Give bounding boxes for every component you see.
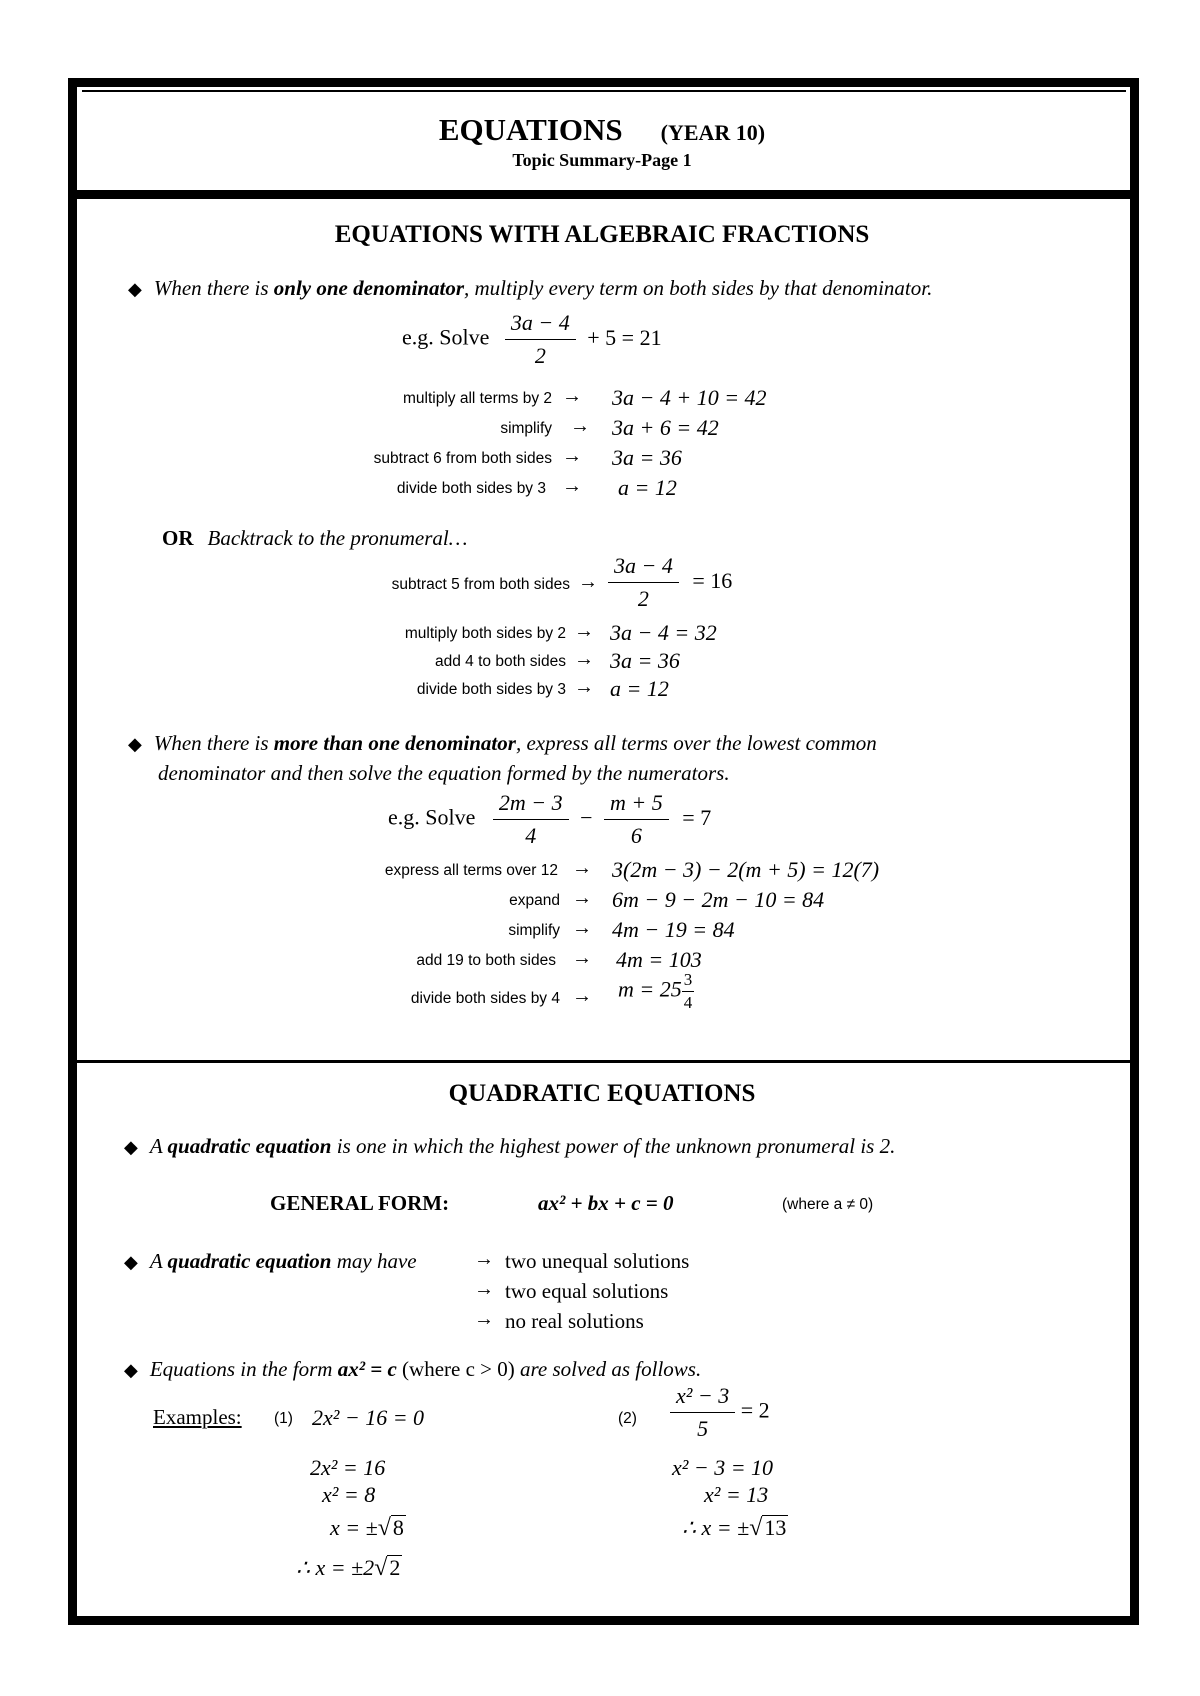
radicand: 8 [392,1515,404,1540]
general-form-label: GENERAL FORM: [270,1191,450,1215]
ex2-line3 [682,1515,788,1542]
diamond-bullet-icon: ◆ [124,1252,138,1272]
right-arrow-icon: → [562,445,582,467]
square-root-icon: √ [377,1515,391,1541]
bullet-text-pre: Equations in the form [149,1357,338,1381]
or-step1-math [608,553,732,612]
bullet-quadratic-definition [124,1134,895,1159]
right-arrow-icon: → [474,1278,494,1300]
fraction-denominator: 4 [493,819,569,849]
ex2-line3-text: ∴ x = ± [682,1515,750,1540]
title-text: EQUATIONS [438,112,623,147]
right-arrow-icon: → [570,415,590,437]
fraction-numerator: x² − 3 [676,1383,730,1408]
or-step1-fraction [608,553,679,612]
solution-case-2: two equal solutions [505,1279,669,1303]
or-step4-math: a = 12 [610,676,669,701]
example-1-number: (1) [274,1410,293,1427]
ex1-step2-math: 3a + 6 = 42 [612,415,719,440]
ex1-line3-text: x = ± [330,1515,378,1540]
or-step3-label: add 4 to both sides [435,653,566,670]
section-heading-fractions: EQUATIONS WITH ALGEBRAIC FRACTIONS [334,221,870,248]
fraction-denominator: 2 [505,339,576,369]
ex2-step3-math: 4m − 19 = 84 [612,917,735,942]
radicand: 2 [389,1555,401,1580]
right-arrow-icon: → [572,917,592,939]
ex1-line3 [330,1515,406,1542]
ex2-step2-label: expand [509,892,560,909]
radicand: 13 [764,1515,787,1540]
right-arrow-icon: → [562,475,582,497]
diamond-bullet-icon: ◆ [124,1360,138,1380]
example2-operator: − [580,804,593,830]
example-2-fraction [670,1383,735,1442]
example1-equation [402,310,662,369]
ex2-line2: x² = 13 [704,1482,769,1507]
bullet-text-post: , multiply every term on both sides by that denominator. [464,276,933,300]
bullet-text-post: , express all terms over the lowest common [515,731,877,755]
ex2-step2-math: 6m − 9 − 2m − 10 = 84 [612,887,825,912]
header-bottom-rule [77,190,1131,199]
right-arrow-icon: → [574,648,594,670]
ex2-step5-math [618,970,694,1013]
example2-lead: e.g. Solve [388,804,476,830]
example1-fraction [505,310,576,369]
example2-fraction2 [604,790,669,849]
right-arrow-icon: → [474,1248,494,1270]
bullet-more-denominators-line2: denominator and then solve the equation formed by the numerators. [158,761,730,785]
header-top-rule [82,90,1126,92]
bullet-quadratic-solutions [124,1249,417,1274]
diamond-bullet-icon: ◆ [128,279,142,299]
fraction-numerator: 3 [683,970,693,989]
ex1-step3-math: 3a = 36 [612,445,682,470]
ex1-step1-math: 3a − 4 + 10 = 42 [612,385,767,410]
or-step4-label: divide both sides by 3 [416,681,566,698]
ex1-line4 [296,1555,402,1582]
section-divider [77,1060,1131,1063]
bullet-text-pre: When there is [153,276,274,300]
ex1-step3-label: subtract 6 from both sides [373,450,552,467]
right-arrow-icon: → [474,1308,494,1330]
bullet-condition: (where c > 0) [396,1357,515,1381]
example1-rest: + 5 = 21 [587,324,662,350]
or-step1-rest: = 16 [692,567,733,593]
general-form-note: (where a ≠ 0) [782,1196,874,1213]
bullet-text-post: is one in which the highest power of the unknown pronumeral is 2. [331,1134,896,1158]
bullet-more-denominators [128,731,877,756]
bullet-form: ax² = c [337,1357,397,1381]
right-arrow-icon: → [562,385,582,407]
bullet-text-bold: more than one denominator [273,731,516,755]
bullet-text-post: may have [331,1249,417,1273]
example-1-equation: 2x² − 16 = 0 [312,1405,425,1430]
fraction-denominator: 5 [670,1412,735,1442]
page-title [439,112,765,148]
fraction-numerator: 3a − 4 [510,310,570,335]
solution-case-3: no real solutions [505,1309,644,1333]
right-arrow-icon: → [572,985,592,1007]
or-step2-math: 3a − 4 = 32 [610,620,717,645]
ex2-step3-label: simplify [508,922,560,939]
ex2-line1: x² − 3 = 10 [672,1455,774,1480]
fraction-denominator: 2 [608,582,679,612]
example2-rest: = 7 [682,804,712,830]
ex1-step1-label: multiply all terms by 2 [402,390,552,407]
section-heading-quadratic: QUADRATIC EQUATIONS [448,1080,756,1107]
or-step2-label: multiply both sides by 2 [404,625,566,642]
example2-equation [388,790,711,849]
general-form-equation: ax² + bx + c = 0 [538,1191,674,1215]
example1-lead: e.g. Solve [402,324,490,350]
ex2-step4-label: add 19 to both sides [416,952,556,969]
ex1-step4-math: a = 12 [618,475,677,500]
mixed-fraction [682,970,695,1013]
title-year: (YEAR 10) [660,120,766,145]
bullet-text-bold: only one denominator [273,276,464,300]
ex2-step5-label: divide both sides by 4 [410,990,560,1007]
square-root-icon: √ [749,1515,763,1541]
bullet-text-post: are solved as follows. [514,1357,702,1381]
right-arrow-icon: → [572,857,592,879]
or-label: OR [162,526,194,550]
example2-fraction1 [493,790,569,849]
ex1-line4-text: ∴ x = ±2 [296,1555,375,1580]
bullet-text-bold: quadratic equation [167,1134,332,1158]
right-arrow-icon: → [578,571,598,593]
bullet-text-pre: A [149,1249,168,1273]
diamond-bullet-icon: ◆ [124,1137,138,1157]
or-step1-label: subtract 5 from both sides [391,576,570,593]
diamond-bullet-icon: ◆ [128,734,142,754]
fraction-denominator: 4 [683,993,693,1012]
ex2-step1-label: express all terms over 12 [384,862,558,879]
square-root-icon: √ [374,1555,388,1581]
bullet-one-denominator [128,276,932,301]
ex1-step2-label: simplify [500,420,552,437]
right-arrow-icon: → [572,887,592,909]
example-2-equation [670,1383,770,1442]
fraction-numerator: m + 5 [610,790,663,815]
right-arrow-icon: → [574,620,594,642]
examples-label: Examples: [153,1405,242,1429]
or-text: Backtrack to the pronumeral… [207,526,468,550]
fraction-numerator: 3a − 4 [614,553,673,578]
ex1-line2: x² = 8 [322,1482,376,1507]
fraction-numerator: 2m − 3 [498,790,563,815]
bullet-text-pre: A [149,1134,168,1158]
right-arrow-icon: → [574,676,594,698]
example-2-rest: = 2 [740,1397,770,1423]
or-step3-math: 3a = 36 [610,648,680,673]
solution-case-1: two unequal solutions [505,1249,690,1273]
page-subtitle: Topic Summary-Page 1 [512,150,692,170]
bullet-text-pre: When there is [153,731,274,755]
example-2-number: (2) [618,1410,637,1427]
ex2-step4-math: 4m = 103 [616,947,702,972]
fraction-denominator: 6 [604,819,669,849]
bullet-ax2-equals-c [124,1357,701,1382]
ex1-line1: 2x² = 16 [310,1455,386,1480]
right-arrow-icon: → [572,947,592,969]
ex1-step4-label: divide both sides by 3 [396,480,546,497]
or-backtrack [162,526,467,551]
ex2-step1-math: 3(2m − 3) − 2(m + 5) = 12(7) [612,857,880,882]
bullet-text-bold: quadratic equation [167,1249,332,1273]
ex2-step5-value: m = 25 [618,976,682,1002]
